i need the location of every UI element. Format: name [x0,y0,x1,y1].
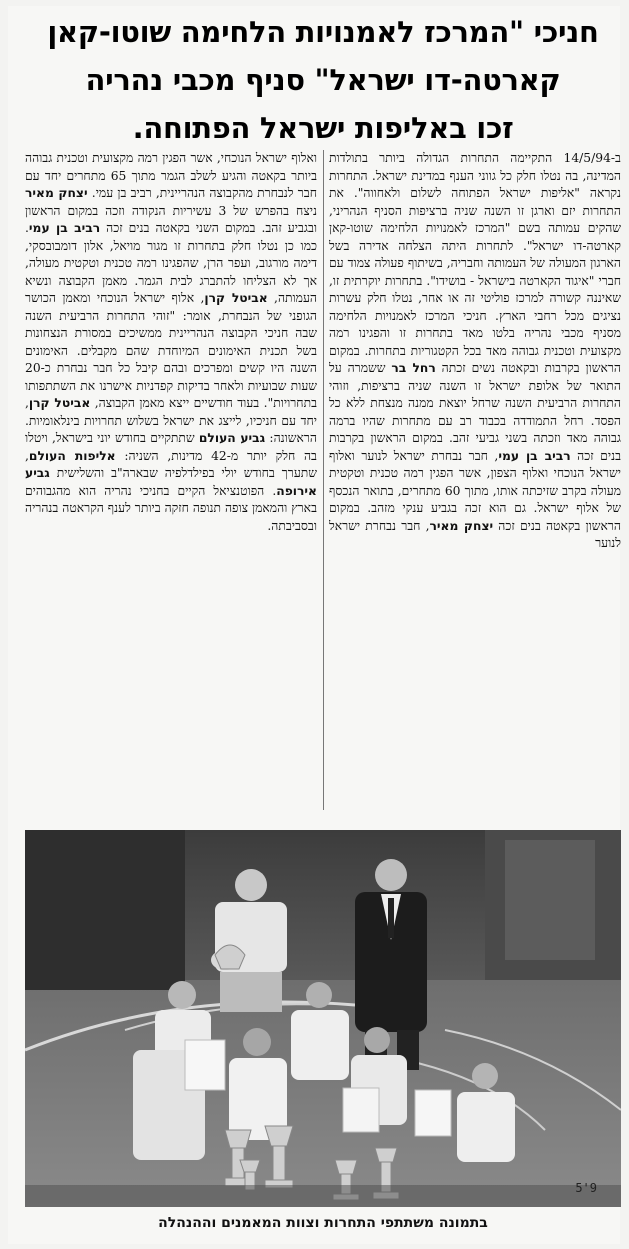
certificate [343,1088,379,1132]
headline [25,8,621,152]
group-photo-drawing [25,830,621,1207]
column-1-segment: , חבר נבחרת ישראל לנוער [329,518,621,550]
event-world-championship: אליפות העולם [28,448,116,463]
column-2-segment: ניצח בהפרש של 3 עשיריות הנקודה וזכה במקום הראשון ובגביע זהב. במקום השני בקאטה בנים זכה [25,203,317,235]
event-world-cup: גביע העולם [198,431,266,445]
name-raviv-ben-ami: רביב בן עמי [28,221,101,235]
column-1-segment: ששמרה על התואר של אלופת ישראל זו השנה שניה ברציפות, וזוהי התחרות הרביעית השנה שרחל יוצאת ממנה מנצחת ללא כל הפסד. רחל התמודדה בכבוד רב עם מתחרות שהיו ברמה גבוהה מאד וזכתה בשני גביעי זהב. במקום הראשון בקרבות בנים זכה [329,361,621,463]
headline-line-1: חניכי "המרכז לאמנויות הלחימה שוטו-קאן [47,15,599,49]
name-yitzhak-meir: יצחק מאיר [25,186,88,200]
headline-line-2: קארטה-דו ישראל" סניף מכבי נהריה [85,63,561,97]
event-europe-cup: גביע אירופה [25,466,317,498]
column-2-segment: , יחד עם חניכיו, לייצג את ישראל בשלוש תחרויות בינלאומיות. הראשונה: [25,396,317,445]
article-column-2-text [25,150,317,535]
group-photo [25,830,621,1207]
photo-date-stamp: 5'9 [575,1181,597,1195]
name-raviv-ben-ami: רביב בן עמי [498,448,571,463]
name-yitzhak-meir: יצחק מאיר [429,518,494,533]
column-2-segment: . כמו כן נטלו חלק בתחרות זו מגור מויאל, אלון דומבובסקי, דימה מורגוב, ועפר הרן, שהפגינו רמה טכנית וטקטית מעולה, אך לא הצליחו להתברג לבית הגמר. מאמן הקבוצה ונשיא העמותה, [25,221,317,305]
photo-caption: בתמונה משתתפי התחרות וצוות המאמנים וההנהלה [158,1215,488,1231]
article-column-2 [25,150,317,810]
certificate [185,1040,225,1090]
name-avital-keren: אביטל קרן [28,396,91,410]
column-1-segment: , חבר נבחרת ישראל לנוער ואלוף ישראל הנוכחי ואלוף הצפון, אשר הפגין רמה טכנית וטקטית מעולה בקרב שזיכתה אותו, מתוך 60 מתחרים, בתואר הנכסף של אלוף ישראל. גם הוא זכה בגביע ענקי מזהב. במקום הראשון בקאטה בנים זכה [329,448,621,533]
article-column-1-text [329,150,621,553]
column-2-segment: ואלוף ישראל הנוכחי, אשר הפגין רמה מקצועית וטכנית גבוהה ביותר בקאטה והגיע לשלב הגמר מתוך 65 מתחרים יחד עם חבר לנבחרת מהקבוצה הנהריינית, רביב בן עמי. [25,151,317,200]
column-2-segment: , אלוף ישראל הנוכחי ומאמן הכושר הגופני של הנבחרת, אומר: "זוהי התחרות הרביעית השנה שבה חניכי הקבוצה הנהריינית ממשיכים במסורת הנצחונות בשל תכנית האימונים המיוחדת שהם מקבלים. האימונים השנה היו קשים ומפרכים ובהם קיבל כל חבר נבחרת כ-20 שעות שבועיות ולאחר בדיקות קפדניות אישרנו את השתתפותו בתחרויות". בעוד חודשיים ייצא מאמן הקבוצה, [25,291,317,410]
name-avital-keren: אביטל קרן [204,291,268,305]
column-2-segment: שתתקיים בחודש יוני בישראל, ויטלו בה חלק יותר מ-42 מדינות, השניה: [25,431,317,463]
certificate [415,1090,451,1136]
name-rachel-bar: רחל בר [391,361,436,375]
headline-line-3: זכו באליפות ישראל הפתוחה. [132,111,514,145]
article-column-1 [329,150,621,810]
column-2-segment: , שתערך בחודש יולי בפילדלפיה שבארה"ב והשלישית [25,448,317,480]
column-1-segment: ב-14/5/94 התקיימה התחרות הגדולה ביותר בתולדות המדינה, בה נטלו חלק כל גווני הענף במדינת ישראל. התחרות נקראה "אליפות ישראל הפתוחה לשלום ולאחווה". את התחרות יזם וארגן זו השנה שניה ברציפות הסניף הנהריני, שהקים עמותה בשם "המרכז לאמנויות הלחימה שוטו-קאן קארטה-דו ישראל". לתחרות היתה הצלחה אדירה בשל הארגון המעולה של העמותה וחבריה, בשיתוף פעולה צמוד עם חברי "איגוד הקארטה בישראל - בושידו". בתחרות יוקרתית זו, שאיננה קשורה למרכז פוליטי זה או אחר, נטלו חלק עשרות נציגים מכל רחבי הארץ. חניכי המרכז לאמנויות הלחימה מסניף מכבי נהריה בלטו מאד בתחרות זו והפגינו רמה מקצועית וטכנית גבוהה מאד בכל הקטגוריות בתחרות. במקום הראשון בקרבות ובקאטה נשים זכתה [329,151,621,375]
column-2-segment: . הפוטנציאל הקיים בחניכי נהריה הוא מהגבוהים בארץ והמאמן צופה תנופה חזקה ביותר לענף הקראטה בנהריה ובסביבתה. [25,483,317,533]
column-divider [323,150,324,810]
